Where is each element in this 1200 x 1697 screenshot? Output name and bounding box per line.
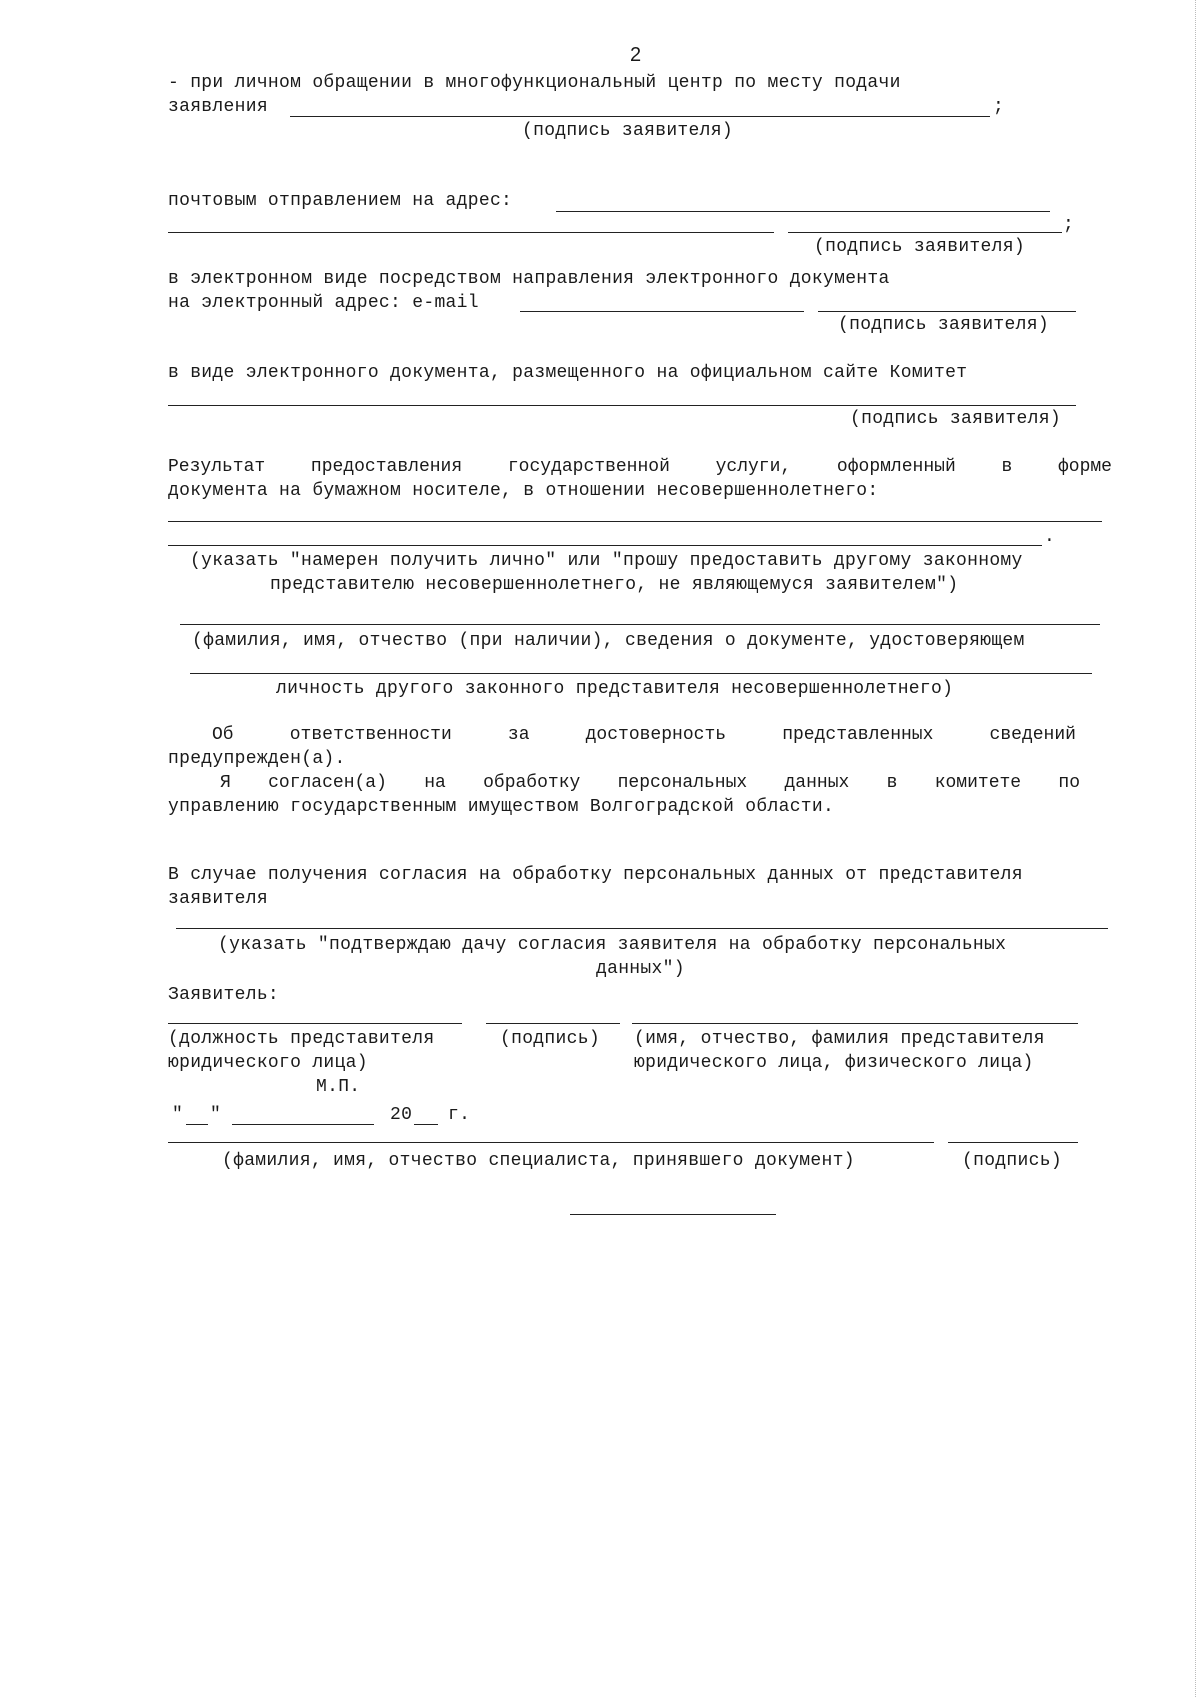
representative-line-2: заявителя bbox=[168, 889, 268, 909]
consent-line-1 bbox=[220, 772, 1080, 794]
date-year-suffix: г. bbox=[448, 1105, 471, 1125]
site-label: в виде электронного документа, размещенного на официальном сайте Комитет bbox=[168, 363, 968, 383]
consent-word: комитете bbox=[934, 773, 1022, 793]
responsibility-word: представленных bbox=[782, 725, 934, 745]
consent-word: в bbox=[886, 773, 898, 793]
specialist-sign-label: (подпись) bbox=[962, 1151, 1062, 1171]
result-dot: . bbox=[1044, 527, 1056, 547]
name-label-1: (имя, отчество, фамилия представителя bbox=[634, 1029, 1045, 1049]
result-word: оформленный bbox=[836, 457, 956, 477]
date-day-line[interactable] bbox=[186, 1124, 208, 1125]
result-word: услуги, bbox=[715, 457, 792, 477]
consent-word: данных bbox=[784, 773, 850, 793]
representative-line-1: В случае получения согласия на обработку персональных данных от представителя bbox=[168, 865, 1023, 885]
specialist-label: (фамилия, имя, отчество специалиста, принявшего документ) bbox=[222, 1151, 855, 1171]
page-number: 2 bbox=[630, 44, 642, 66]
name-label-2: юридического лица, физического лица) bbox=[634, 1053, 1034, 1073]
stamp-label: М.П. bbox=[316, 1077, 361, 1097]
date-month-line[interactable] bbox=[232, 1124, 374, 1125]
post-address-line-1[interactable] bbox=[556, 211, 1050, 212]
consent-line-2: управлению государственным имуществом Волгоградской области. bbox=[168, 797, 835, 817]
post-sign-label: (подпись заявителя) bbox=[814, 237, 1025, 257]
consent-word: Я bbox=[220, 773, 231, 793]
specialist-signature-line[interactable] bbox=[948, 1142, 1078, 1143]
result-line-1 bbox=[168, 456, 1112, 478]
representative-doc-line[interactable] bbox=[190, 673, 1092, 674]
representative-fio-line[interactable] bbox=[180, 624, 1100, 625]
responsibility-word: достоверность bbox=[585, 725, 727, 745]
sign-label: (подпись) bbox=[500, 1029, 600, 1049]
responsibility-line-2: предупрежден(а). bbox=[168, 749, 346, 769]
email-sign-label: (подпись заявителя) bbox=[838, 315, 1049, 335]
fio-hint-1: (фамилия, имя, отчество (при наличии), сведения о документе, удостоверяющем bbox=[192, 631, 1025, 651]
consent-confirm-line[interactable] bbox=[176, 928, 1108, 929]
representative-hint-2: данных") bbox=[596, 959, 685, 979]
post-semicolon: ; bbox=[1063, 215, 1075, 235]
mfc-line-2: заявления bbox=[168, 97, 268, 117]
result-word: в bbox=[1001, 457, 1013, 477]
responsibility-word: сведений bbox=[989, 725, 1076, 745]
name-line[interactable] bbox=[632, 1023, 1078, 1024]
email-line-2: на электронный адрес: e-mail bbox=[168, 293, 479, 313]
date-year-line[interactable] bbox=[414, 1124, 438, 1125]
fio-hint-2: личность другого законного представителя несовершеннолетнего) bbox=[276, 679, 954, 699]
responsibility-line-1 bbox=[212, 724, 1076, 746]
position-label-2: юридического лица) bbox=[168, 1053, 368, 1073]
responsibility-word: ответственности bbox=[289, 725, 452, 745]
consent-word: обработку bbox=[483, 773, 581, 793]
result-hint-1: (указать "намерен получить лично" или "прошу предоставить другому законному bbox=[190, 551, 1023, 571]
consent-word: на bbox=[424, 773, 446, 793]
email-address-line[interactable] bbox=[520, 311, 804, 312]
site-sign-label: (подпись заявителя) bbox=[850, 409, 1061, 429]
email-line-1: в электронном виде посредством направления электронного документа bbox=[168, 269, 890, 289]
consent-word: согласен(а) bbox=[268, 773, 387, 793]
mfc-sign-label: (подпись заявителя) bbox=[522, 121, 733, 141]
result-word: предоставления bbox=[310, 457, 463, 477]
mfc-signature-line[interactable] bbox=[290, 116, 990, 117]
applicant-label: Заявитель: bbox=[168, 985, 280, 1005]
date-quote-open: " bbox=[172, 1105, 184, 1125]
result-word: государственной bbox=[507, 457, 670, 477]
mfc-semicolon: ; bbox=[993, 97, 1005, 117]
result-word: форме bbox=[1057, 457, 1112, 477]
scan-edge bbox=[1195, 0, 1200, 1697]
email-signature-line[interactable] bbox=[818, 311, 1076, 312]
date-year-prefix: 20 bbox=[390, 1105, 413, 1125]
end-divider bbox=[570, 1214, 776, 1215]
responsibility-word: за bbox=[507, 725, 530, 745]
position-line[interactable] bbox=[168, 1023, 462, 1024]
result-hint-2: представителю несовершеннолетнего, не являющемуся заявителем") bbox=[270, 575, 959, 595]
responsibility-word: Об bbox=[212, 725, 234, 745]
mfc-line-1: - при личном обращении в многофункциональный центр по месту подачи bbox=[168, 73, 901, 93]
consent-word: по bbox=[1058, 773, 1080, 793]
representative-hint-1: (указать "подтверждаю дачу согласия заявителя на обработку персональных bbox=[218, 935, 1007, 955]
post-address-line-2[interactable] bbox=[168, 232, 774, 233]
result-word: Результат bbox=[168, 457, 266, 477]
result-choice-line-2[interactable] bbox=[168, 545, 1042, 546]
post-signature-line[interactable] bbox=[788, 232, 1062, 233]
consent-word: персональных bbox=[617, 773, 748, 793]
date-quote-close: " bbox=[210, 1105, 222, 1125]
specialist-name-line[interactable] bbox=[168, 1142, 934, 1143]
post-label: почтовым отправлением на адрес: bbox=[168, 191, 513, 211]
result-line-2: документа на бумажном носителе, в отношении несовершеннолетнего: bbox=[168, 481, 879, 501]
position-label-1: (должность представителя bbox=[168, 1029, 435, 1049]
result-choice-line-1[interactable] bbox=[168, 521, 1102, 522]
site-signature-line[interactable] bbox=[168, 405, 1076, 406]
signature-line[interactable] bbox=[486, 1023, 620, 1024]
